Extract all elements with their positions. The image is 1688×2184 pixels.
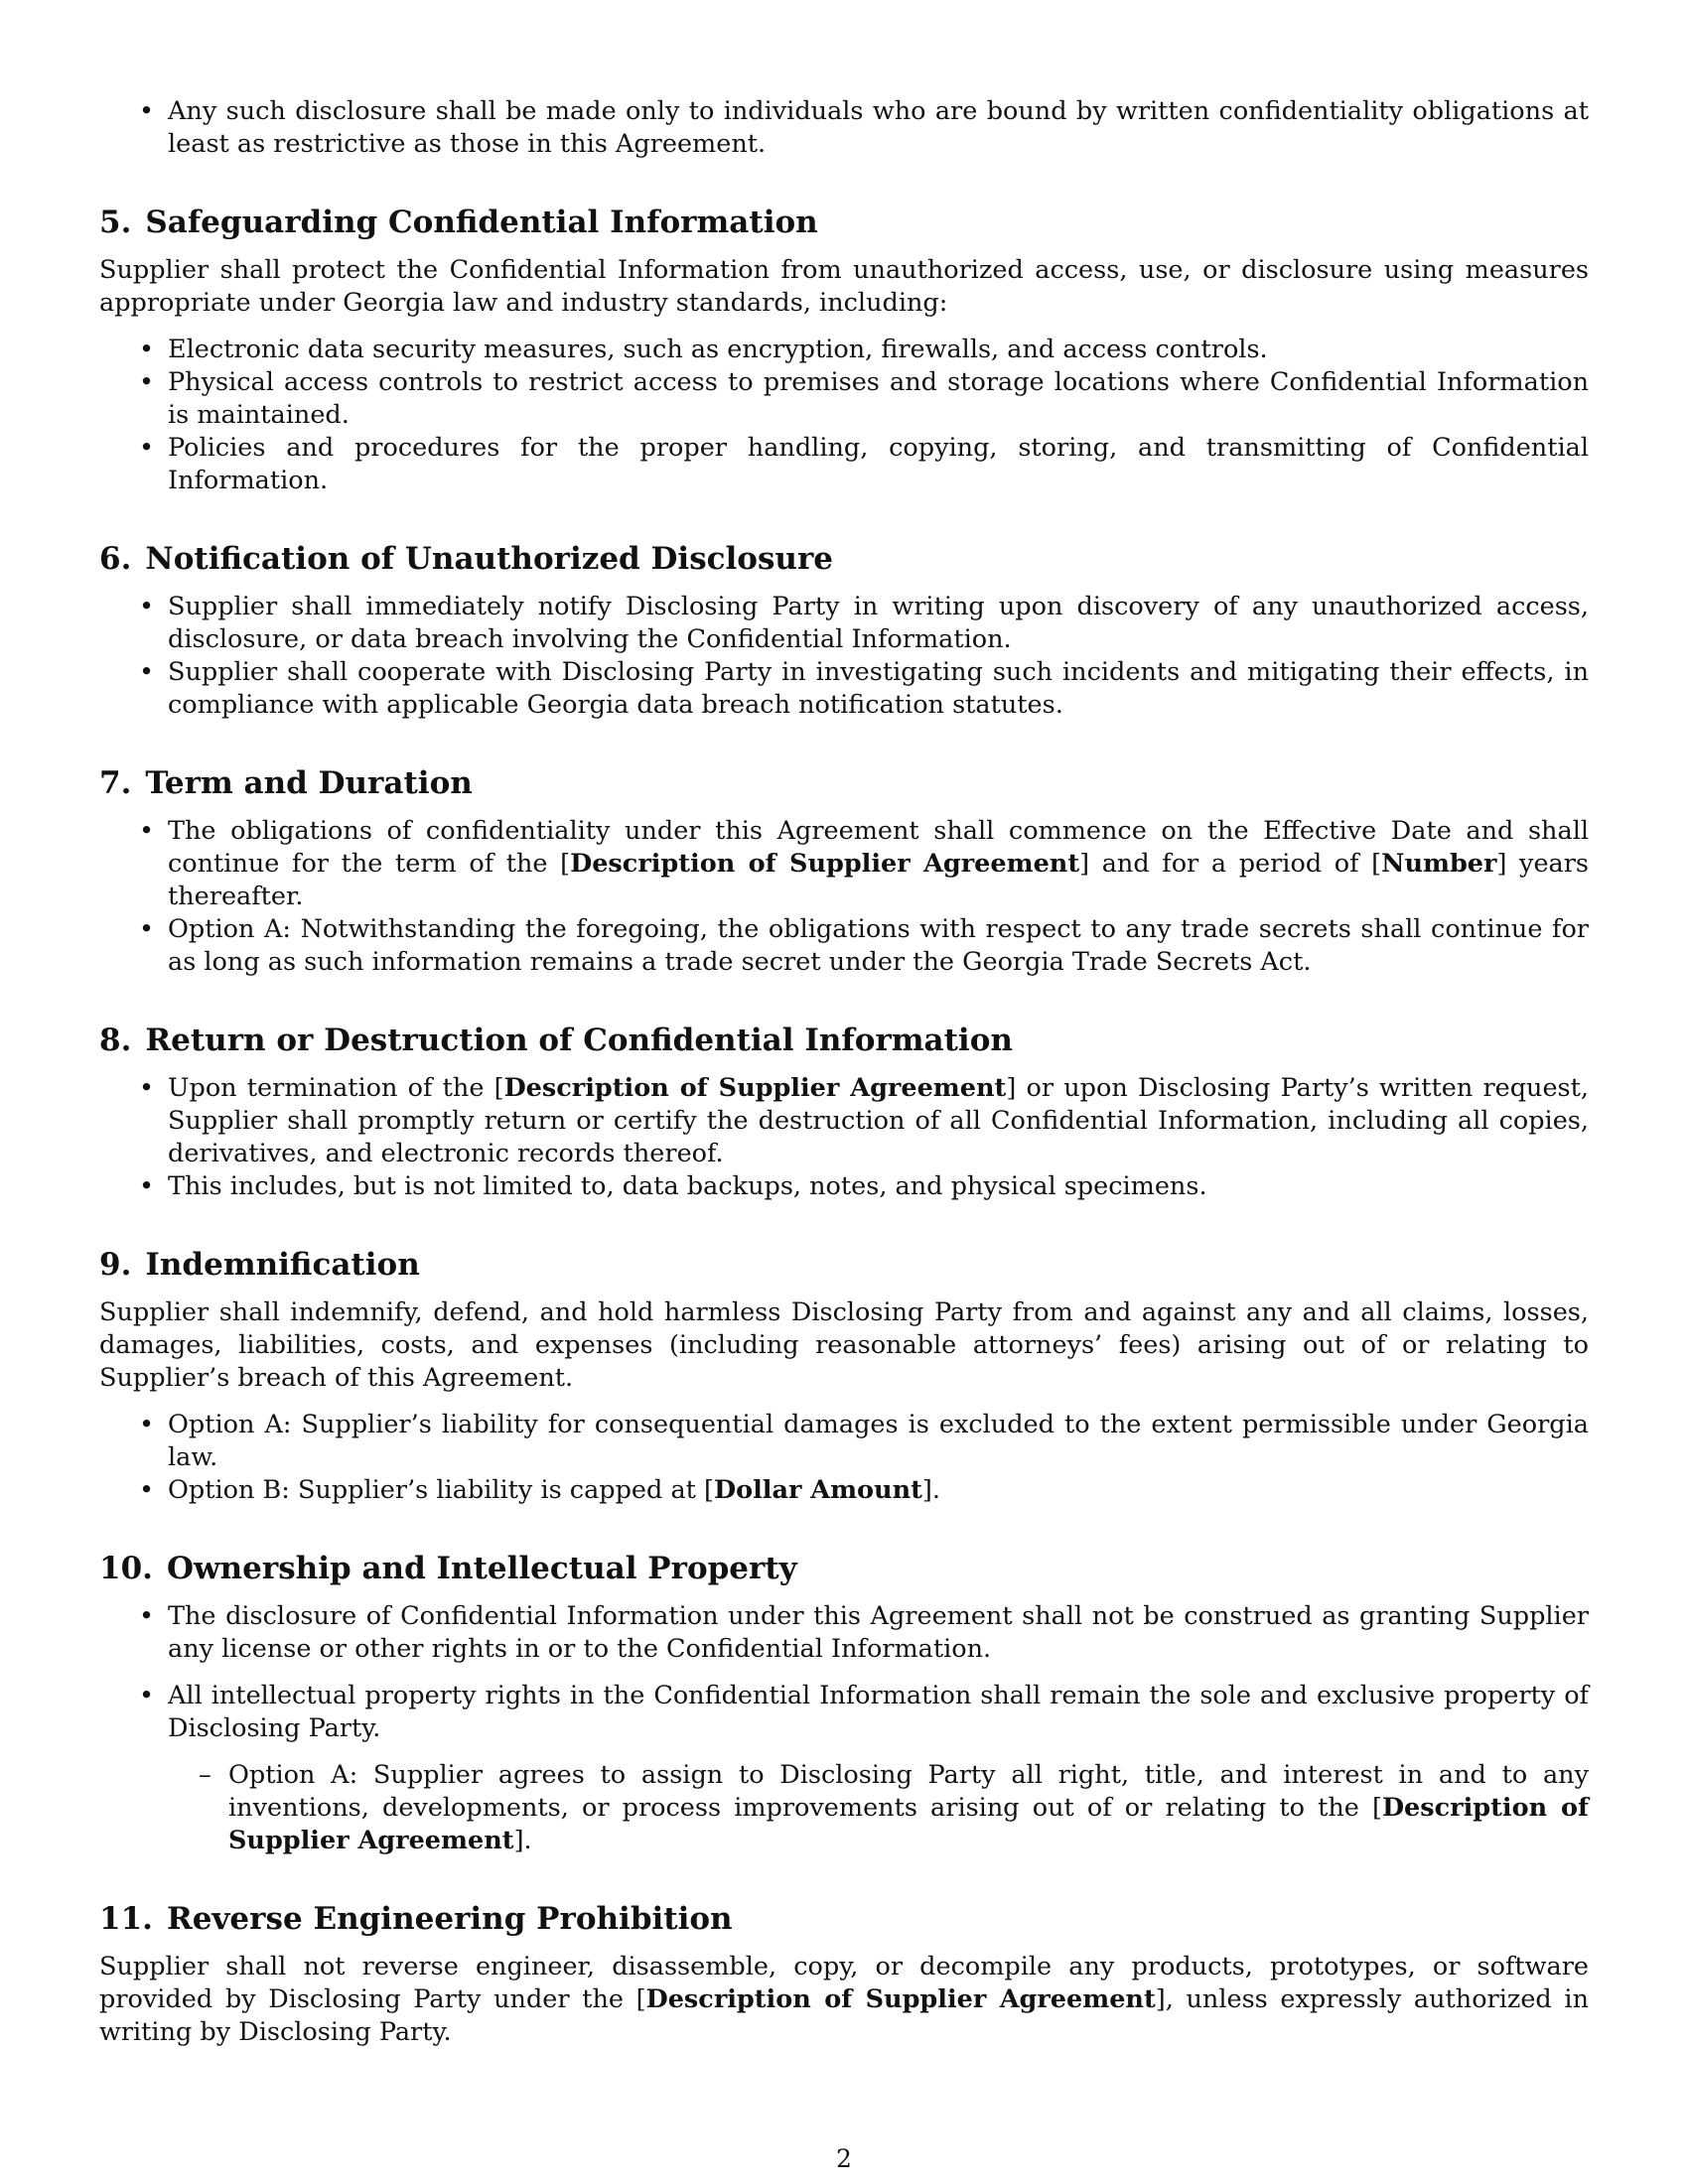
section-7-heading: [99, 763, 1589, 803]
section-5-paragraph: Supplier shall protect the Confidential Information from unauthorized access, use, or disclosure using measures appropriate under Georgia law and industry standards, including:: [99, 255, 1589, 318]
section-title: Term and Duration: [145, 765, 473, 801]
section-7-list: [99, 815, 1589, 979]
section-number: 6.: [99, 541, 132, 577]
section-5-heading: [99, 203, 1589, 242]
section-8-list: [99, 1072, 1589, 1203]
list-item: • Any such disclosure shall be made only to individuals who are bound by written confidentiality obligations at least as restrictive as those in this Agreement.: [99, 95, 1589, 161]
section-number: 9.: [99, 1247, 132, 1283]
section-11-heading: [99, 1899, 1589, 1939]
section-9-heading: [99, 1245, 1589, 1285]
page-number: 2: [836, 2144, 852, 2173]
list-item: • Supplier shall cooperate with Disclosing Party in investigating such incidents and mitigating their effects, in compliance with applicable Georgia data breach notification statutes.: [99, 656, 1589, 722]
section-10-list: [99, 1600, 1589, 1745]
placeholder-field: Description of Supplier Agreement: [228, 1793, 1589, 1855]
section-6-list: [99, 591, 1589, 722]
section-title: Ownership and Intellectual Property: [166, 1551, 797, 1586]
list-item: • The disclosure of Confidential Information under this Agreement shall not be construed as granting Supplier any license or other rights in or to the Confidential Information.: [99, 1600, 1589, 1666]
section-9-paragraph: Supplier shall indemnify, defend, and hold harmless Disclosing Party from and against any and all claims, losses, damages, liabilities, costs, and expenses (including reasonable attorneys’ fees) arising out of or relating to Supplier’s breach of this Agreement.: [99, 1297, 1589, 1393]
section-title: Notification of Unauthorized Disclosure: [145, 541, 834, 577]
list-item: • Physical access controls to restrict access to premises and storage locations where Confidential Information is maintained.: [99, 366, 1589, 432]
section-10-heading: [99, 1549, 1589, 1588]
section-5-list: [99, 334, 1589, 497]
section-6-heading: [99, 539, 1589, 579]
list-item: • Supplier shall immediately notify Disclosing Party in writing upon discovery of any unauthorized access, disclosure, or data breach involving the Confidential Information.: [99, 591, 1589, 656]
list-item: • This includes, but is not limited to, data backups, notes, and physical specimens.: [99, 1170, 1589, 1203]
section-title: Safeguarding Confidential Information: [145, 205, 818, 240]
list-item: • Upon termination of the [Description of Supplier Agreement] or upon Disclosing Party’s written request, Supplier shall promptly return or certify the destruction of all Confidential Information, including all copies, derivatives, and electronic records thereof.: [99, 1072, 1589, 1170]
section-number: 5.: [99, 205, 132, 240]
section-title: Indemnification: [145, 1247, 420, 1283]
section-8-heading: [99, 1021, 1589, 1060]
list-item: • All intellectual property rights in the Confidential Information shall remain the sole and exclusive property of Disclosing Party.: [99, 1680, 1589, 1745]
placeholder-field: Description of Supplier Agreement: [503, 1073, 1007, 1103]
list-item: • Option A: Notwithstanding the foregoing, the obligations with respect to any trade secrets shall continue for as long as such information remains a trade secret under the Georgia Trade Secrets Act.: [99, 913, 1589, 979]
placeholder-field: Dollar Amount: [713, 1475, 922, 1505]
section-number: 11.: [99, 1901, 153, 1937]
list-item: • The obligations of confidentiality under this Agreement shall commence on the Effective Date and shall continue for the term of the [Description of Supplier Agreement] and for a period of [Number] years thereafter.: [99, 815, 1589, 913]
list-item: • Policies and procedures for the proper handling, copying, storing, and transmitting of Confidential Information.: [99, 432, 1589, 497]
list-item: • Option A: Supplier’s liability for consequential damages is excluded to the extent permissible under Georgia law.: [99, 1409, 1589, 1474]
section-title: Return or Destruction of Confidential Information: [145, 1023, 1013, 1058]
section-9-list: [99, 1409, 1589, 1507]
document-page: [99, 95, 1589, 2049]
placeholder-field: Number: [1381, 849, 1497, 879]
list-item: • Option B: Supplier’s liability is capped at [Dollar Amount].: [99, 1474, 1589, 1507]
placeholder-field: Description of Supplier Agreement: [645, 1984, 1156, 2014]
list-item: • Electronic data security measures, such as encryption, firewalls, and access controls.: [99, 334, 1589, 366]
section-title: Reverse Engineering Prohibition: [166, 1901, 733, 1937]
section-number: 8.: [99, 1023, 132, 1058]
sub-list-item: – Option A: Supplier agrees to assign to Disclosing Party all right, title, and interest in and to any inventions, developments, or process improvements arising out of or relating to the [Description of Supplier Agreement].: [99, 1759, 1589, 1857]
section-11-paragraph: Supplier shall not reverse engineer, disassemble, copy, or decompile any products, prototypes, or software provided by Disclosing Party under the [Description of Supplier Agreement], unless expressly authorized in writing by Disclosing Party.: [99, 1952, 1589, 2047]
section-10-sublist: [99, 1759, 1589, 1857]
intro-list: [99, 95, 1589, 161]
section-number: 10.: [99, 1551, 153, 1586]
section-number: 7.: [99, 765, 132, 801]
placeholder-field: Description of Supplier Agreement: [570, 849, 1080, 879]
